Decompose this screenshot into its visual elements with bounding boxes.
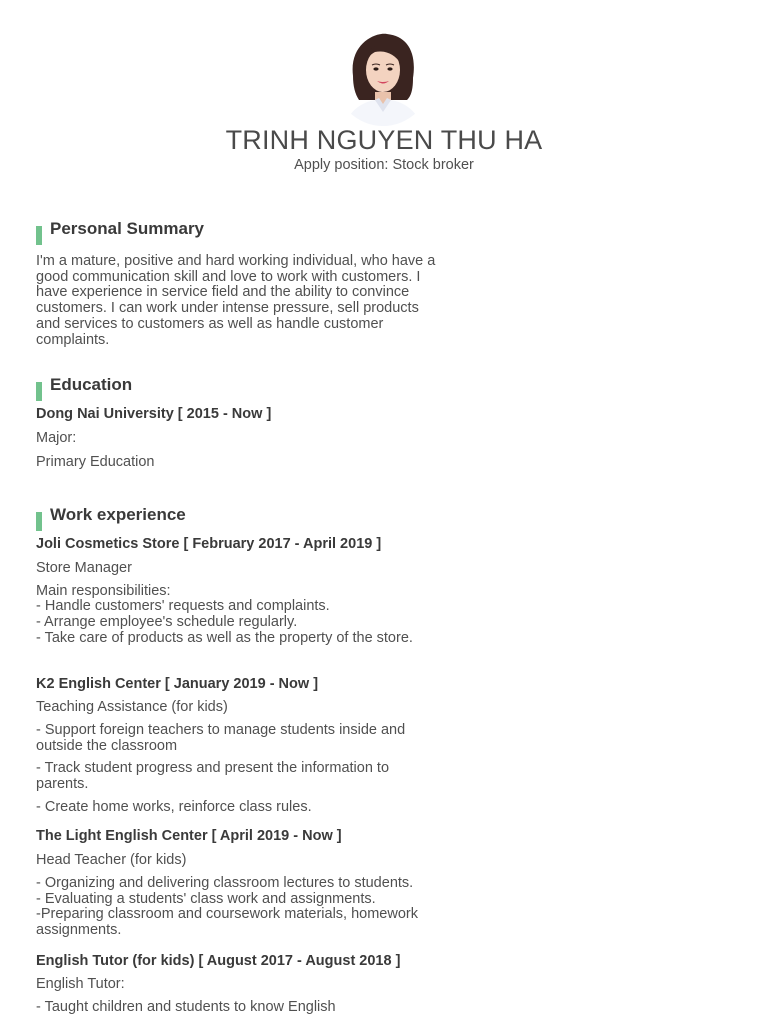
section-accent-bar <box>36 382 42 401</box>
job-role: Head Teacher (for kids) <box>36 852 187 869</box>
avatar <box>335 30 431 126</box>
section-heading: Education <box>50 375 133 395</box>
section-title-education <box>36 374 436 398</box>
job-detail: - Evaluating a students' class work and assignments. <box>36 890 376 907</box>
resume-body <box>36 218 436 1016</box>
major-label: Major: <box>36 429 77 446</box>
job-role: English Tutor: <box>36 976 125 993</box>
section-accent-bar <box>36 226 42 245</box>
job-title: English Tutor (for kids) [ August 2017 - August 2018 ] <box>36 952 401 969</box>
section-accent-bar <box>36 512 42 531</box>
job-detail: - Track student progress and present the information to parents. <box>36 760 390 793</box>
job-entry <box>36 677 436 816</box>
apply-position: Apply position: Stock broker <box>294 157 474 173</box>
job-detail: - Taught children and students to know English <box>36 999 336 1016</box>
job-entry <box>36 954 436 1016</box>
job-detail: - Organizing and delivering classroom lectures to students. <box>36 874 414 891</box>
job-detail: - Handle customers' requests and complaints. <box>36 598 330 615</box>
job-entry <box>36 537 436 646</box>
job-detail: - Arrange employee's schedule regularly. <box>36 614 298 631</box>
major-value: Primary Education <box>36 453 155 470</box>
job-title: K2 English Center [ January 2019 - Now ] <box>36 675 319 692</box>
job-role: Teaching Assistance (for kids) <box>36 699 228 716</box>
job-detail: - Support foreign teachers to manage students inside and outside the classroom <box>36 721 406 754</box>
job-title: Joli Cosmetics Store [ February 2017 - April 2019 ] <box>36 536 382 553</box>
section-heading: Work experience <box>50 505 186 525</box>
section-title-work-experience <box>36 504 436 528</box>
job-detail: Main responsibilities: <box>36 582 171 599</box>
job-detail: - Take care of products as well as the property of the store. <box>36 629 413 646</box>
job-detail: - Create home works, reinforce class rules. <box>36 798 312 815</box>
section-title-personal-summary <box>36 218 436 242</box>
candidate-name: TRINH NGUYEN THU HA <box>225 125 543 155</box>
job-entry <box>36 829 436 938</box>
section-heading: Personal Summary <box>50 219 205 238</box>
profile-photo-icon <box>335 30 431 126</box>
summary-text: I'm a mature, positive and hard working individual, who have a good communication skill and love to work with customers. I have experience in service field and the ability to convince customers. I can work under intense pressure, sell products and services to customers as well as handle customer complaints. <box>36 253 436 348</box>
job-title: The Light English Center [ April 2019 - Now ] <box>36 828 342 845</box>
school-name: Dong Nai University [ 2015 - Now ] <box>36 406 272 423</box>
job-role: Store Manager <box>36 560 132 577</box>
job-detail: -Preparing classroom and coursework materials, homework assignments. <box>36 906 418 938</box>
